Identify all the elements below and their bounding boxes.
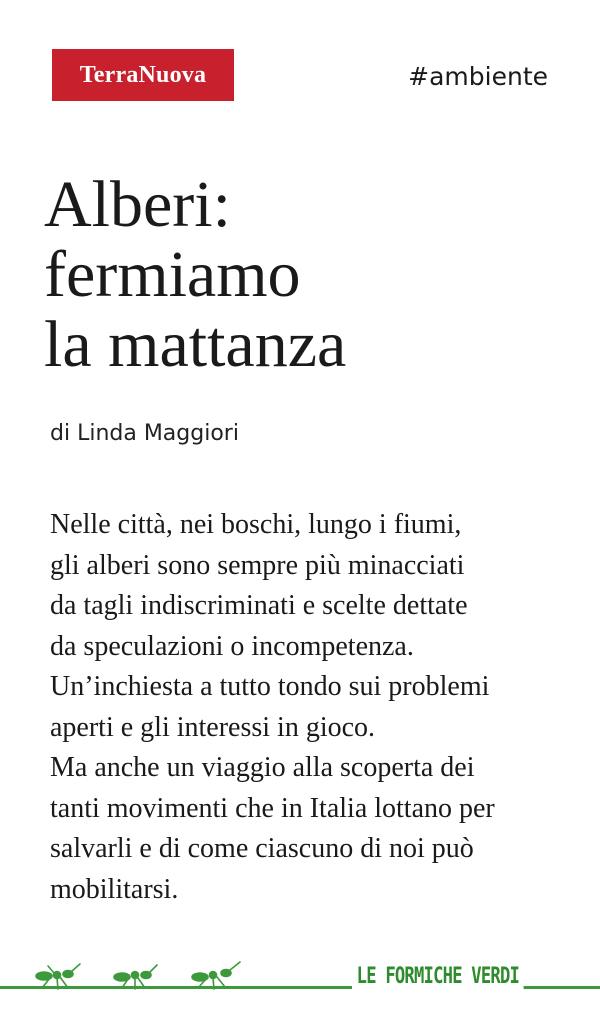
ant-icon: [192, 962, 240, 989]
blurb-line: da speculazioni o incompetenza.: [50, 630, 414, 662]
ant-icon: [36, 964, 80, 989]
blurb-line: salvarli e di come ciascuno di noi può: [50, 833, 474, 864]
blurb-line: aperti e gli interessi in gioco.: [50, 711, 376, 743]
blurb-line: da tagli indiscriminati e scelte dettate: [50, 590, 468, 621]
author-byline: di Linda Maggiori: [50, 421, 239, 446]
ants-illustration: [30, 956, 270, 996]
title-line: Alberi:: [44, 168, 231, 241]
title-line: fermiamo: [44, 238, 301, 311]
ant-icon: [114, 965, 157, 989]
title-line: la mattanza: [44, 308, 347, 381]
blurb-line: gli alberi sono sempre più minacciati: [50, 549, 465, 581]
blurb-line: mobilitarsi.: [50, 873, 179, 905]
blurb-line: Ma anche un viaggio alla scoperta dei: [50, 752, 475, 783]
series-name: LE FORMICHE VERDI: [352, 964, 524, 989]
blurb-line: Nelle città, nei boschi, lungo i fiumi,: [50, 509, 462, 540]
blurb-paragraph: [50, 505, 570, 910]
series-footer: [0, 950, 600, 1010]
blurb-line: Un’inchiesta a tutto tondo sui problemi: [50, 671, 490, 702]
brand-logo: TerraNuova: [52, 49, 234, 101]
blurb-line: tanti movimenti che in Italia lottano per: [50, 792, 495, 824]
book-title: [44, 170, 346, 380]
hashtag-label: #ambiente: [408, 62, 548, 91]
